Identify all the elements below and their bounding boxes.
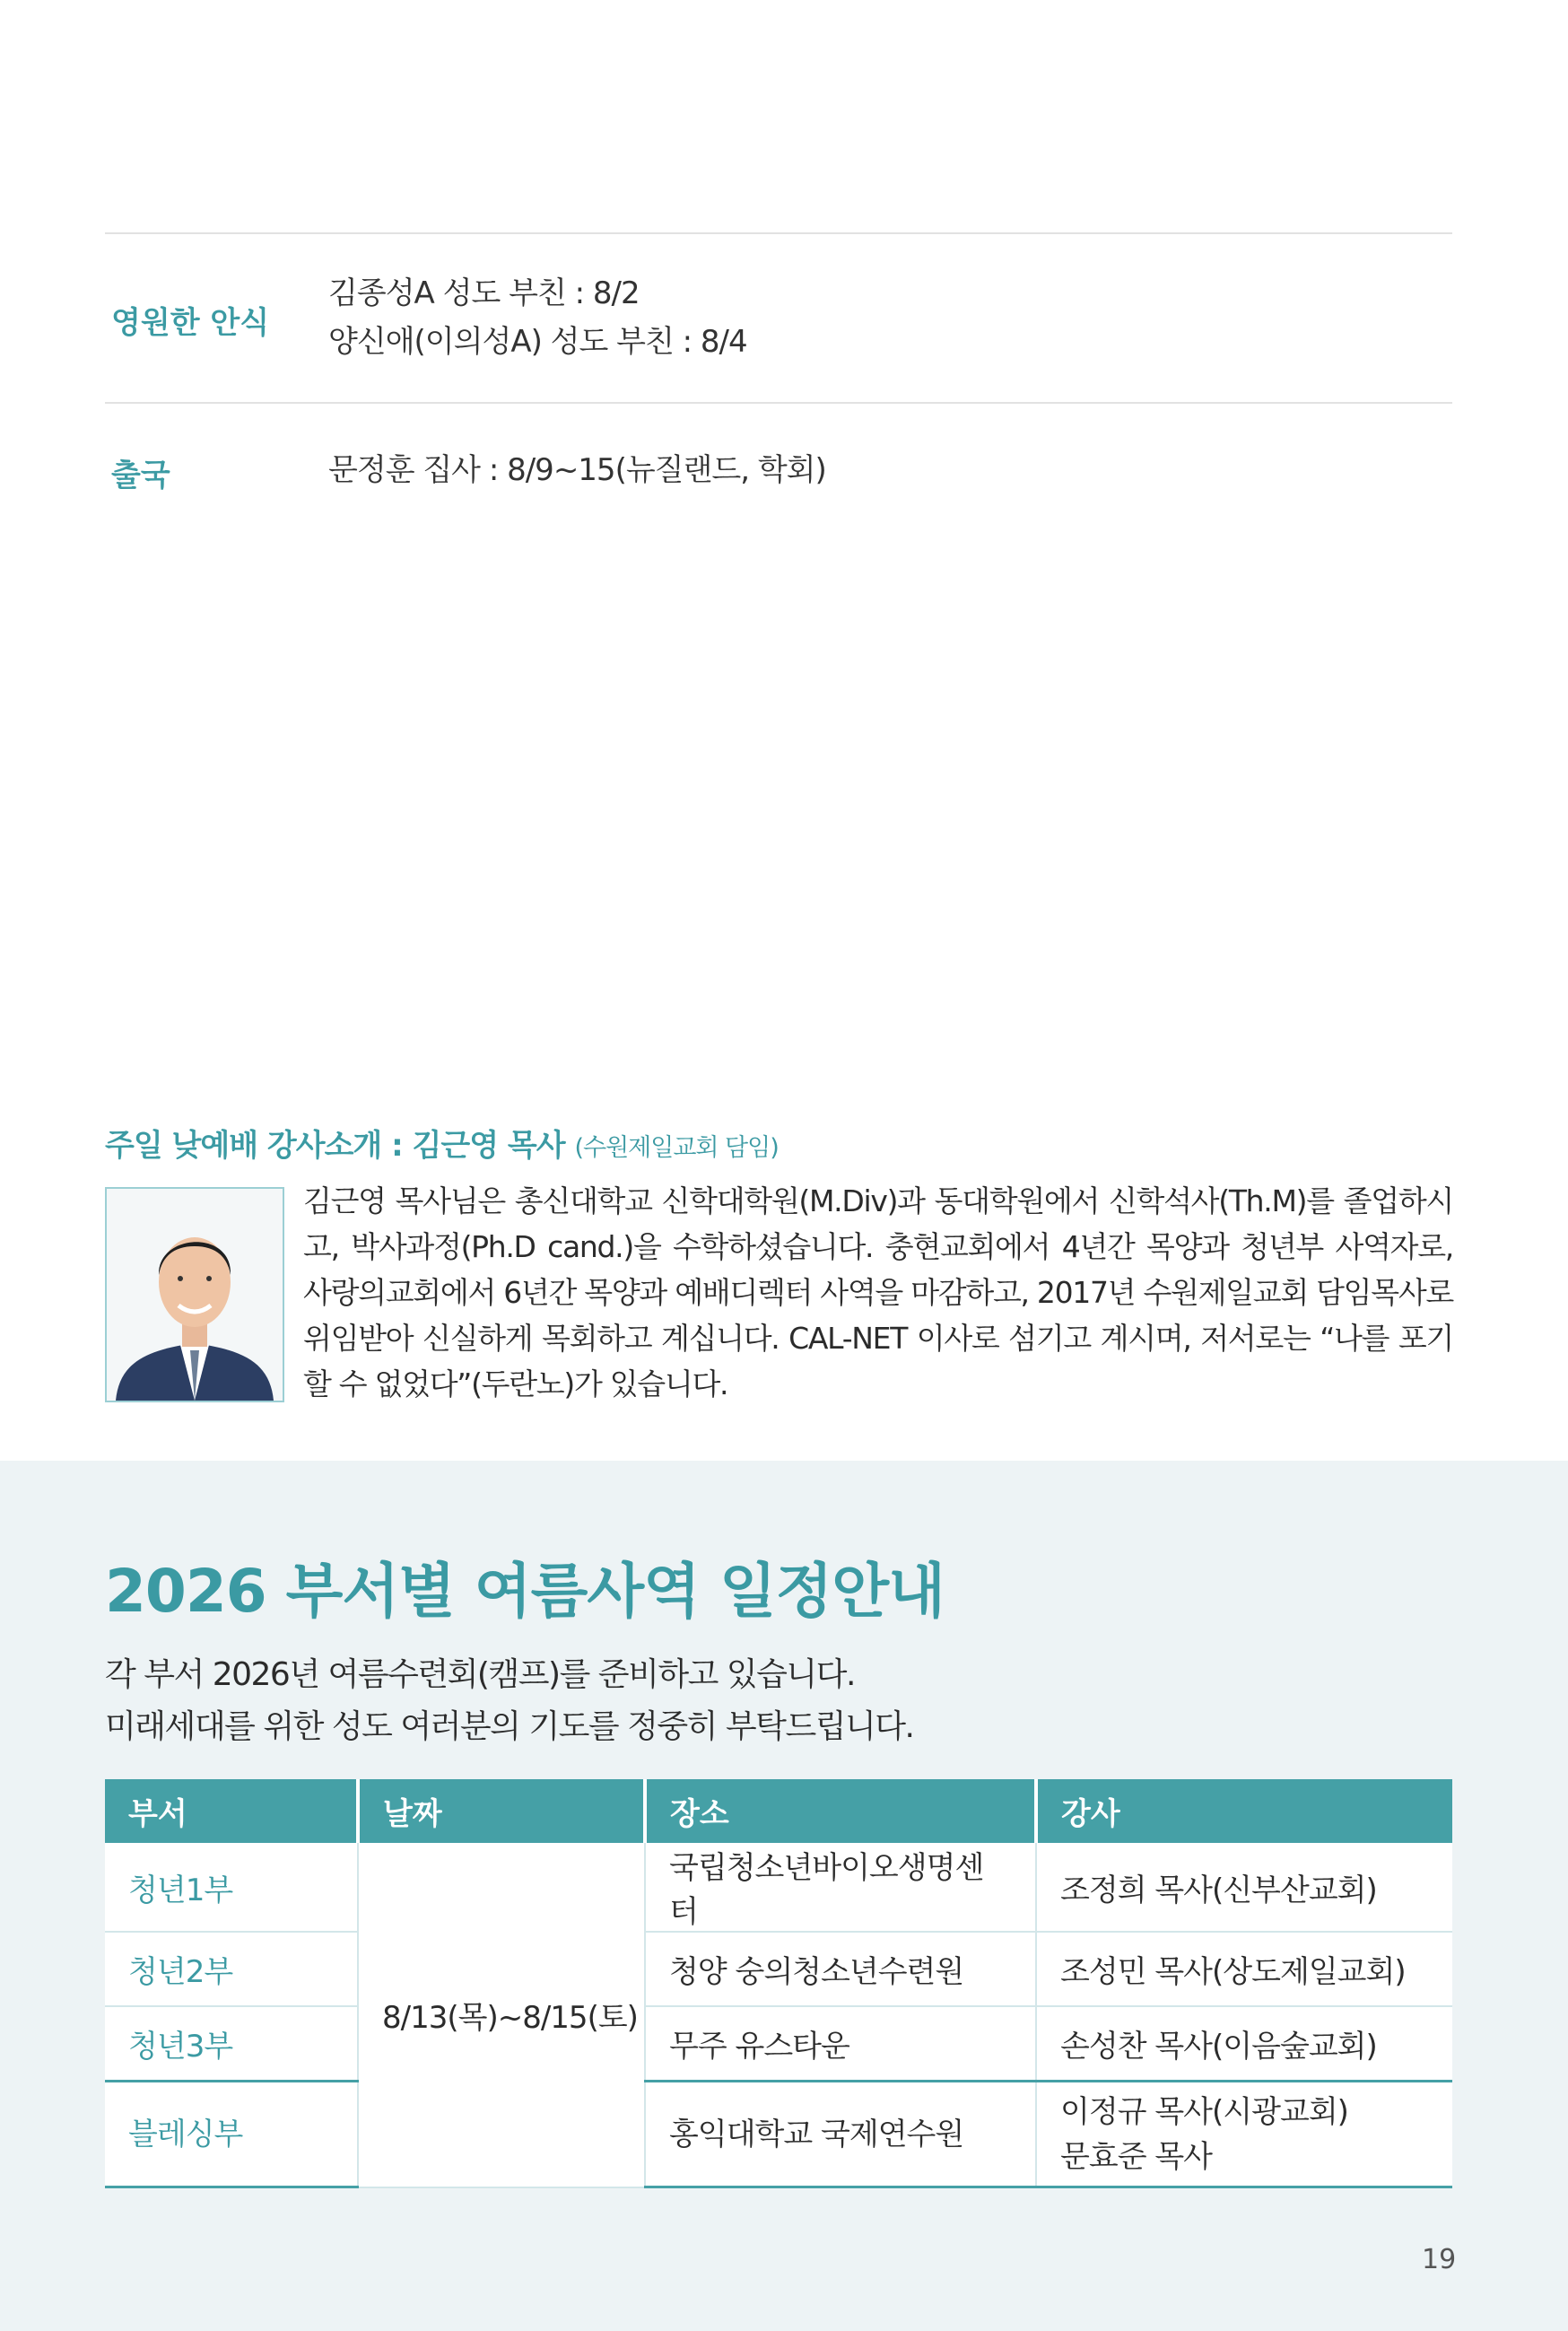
condolence-list xyxy=(328,269,747,366)
speaker-cell xyxy=(1036,2082,1452,2187)
header-place: 장소 xyxy=(645,1779,1036,1843)
speaker-line: 문효준 목사 xyxy=(1060,2138,1213,2175)
condolence-line: 김종성A 성도 부친 : 8/2 xyxy=(328,275,640,311)
speaker-title xyxy=(105,1121,779,1165)
dept-cell: 청년1부 xyxy=(105,1843,358,1932)
speaker-bio: 김근영 목사님은 총신대학교 신학대학원(M.Div)과 동대학원에서 신학석사(Th.M)를 졸업하시고, 박사과정(Ph.D cand.)을 수학하셨습니다. 충현교회에서 4년간 목양과 청년부 사역자로, 사랑의교회에서 6년간 목양과 예배디렉터 사역을 마감하고, 2017년 수원제일교회 담임목사로 위임받아 신실하게 목회하고 계십니다. CAL-NET 이사로 섬기고 계시며, 저서로는 “나를 포기할 수 없었다”(두란노)가 있습니다. xyxy=(303,1183,1453,1401)
divider-top xyxy=(105,232,1452,234)
page-number: 19 xyxy=(1422,2244,1457,2275)
header-speaker: 강사 xyxy=(1036,1779,1452,1843)
schedule-title: 2026 부서별 여름사역 일정안내 xyxy=(105,1557,945,1626)
place-cell: 무주 유스타운 xyxy=(645,2006,1036,2082)
departure-label: 출국 xyxy=(111,458,170,493)
speaker-title-sub: (수원제일교회 담임) xyxy=(574,1134,779,1162)
place-cell: 국립청소년바이오생명센터 xyxy=(645,1843,1036,1932)
table-row xyxy=(105,2082,1452,2187)
departure-list xyxy=(328,446,826,494)
header-date: 날짜 xyxy=(358,1779,645,1843)
date-cell: 8/13(목)~8/15(토) xyxy=(358,1843,645,2187)
departure-line: 문정훈 집사 : 8/9~15(뉴질랜드, 학회) xyxy=(328,452,826,488)
condolence-label: 영원한 안식 xyxy=(111,305,270,341)
schedule-intro xyxy=(105,1649,914,1753)
divider-middle xyxy=(105,402,1452,404)
place-cell: 홍익대학교 국제연수원 xyxy=(645,2082,1036,2187)
condolence-line: 양신애(이의성A) 성도 부친 : 8/4 xyxy=(328,324,747,360)
speaker-portrait-image xyxy=(107,1189,283,1401)
table-row xyxy=(105,1932,1452,2006)
speaker-line: 이정규 목사(시광교회) xyxy=(1060,2093,1348,2130)
table-header-row xyxy=(105,1779,1452,1843)
header-dept: 부서 xyxy=(105,1779,358,1843)
dept-cell: 청년2부 xyxy=(105,1932,358,2006)
speaker-cell: 조성민 목사(상도제일교회) xyxy=(1036,1932,1452,2006)
speaker-cell: 손성찬 목사(이음숲교회) xyxy=(1036,2006,1452,2082)
speaker-photo xyxy=(105,1187,284,1402)
speaker-cell: 조정희 목사(신부산교회) xyxy=(1036,1843,1452,1932)
dept-cell: 블레싱부 xyxy=(105,2082,358,2187)
intro-line: 미래세대를 위한 성도 여러분의 기도를 정중히 부탁드립니다. xyxy=(105,1708,914,1745)
place-cell: 청양 숭의청소년수련원 xyxy=(645,1932,1036,2006)
intro-line: 각 부서 2026년 여름수련회(캠프)를 준비하고 있습니다. xyxy=(105,1656,855,1693)
table-row xyxy=(105,2006,1452,2082)
table-row xyxy=(105,1843,1452,1932)
dept-cell: 청년3부 xyxy=(105,2006,358,2082)
speaker-title-main: 주일 낮예배 강사소개 : 김근영 목사 xyxy=(105,1128,565,1164)
schedule-table xyxy=(105,1779,1452,2188)
